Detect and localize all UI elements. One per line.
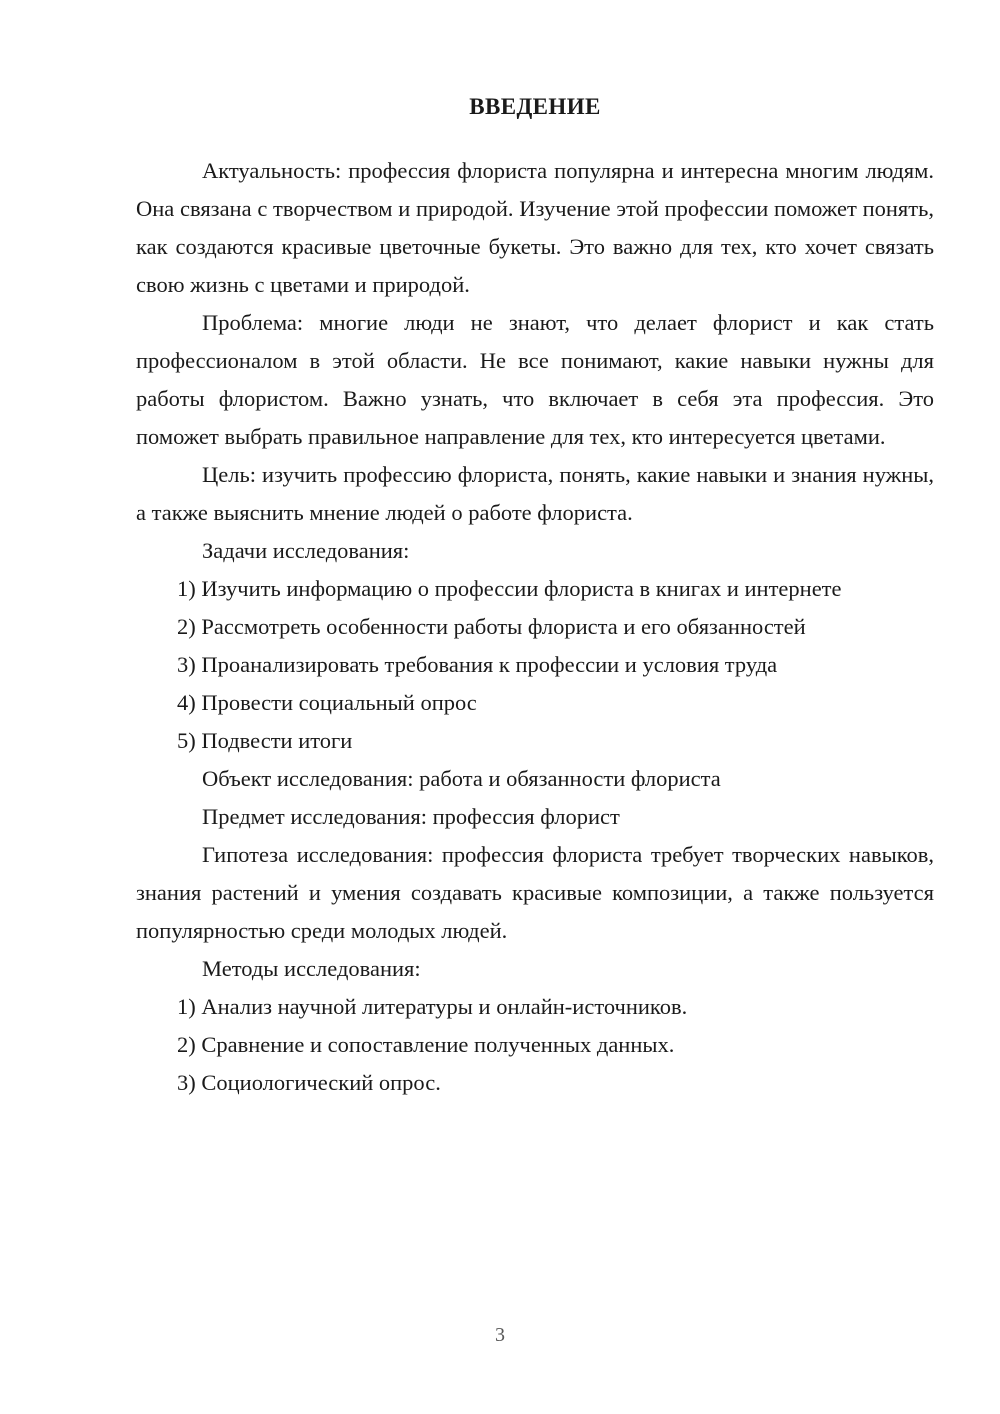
list-item: 1) Изучить информацию о профессии флориста в книгах и интернете <box>177 576 842 601</box>
list-item: 1) Анализ научной литературы и онлайн-источников. <box>177 994 688 1019</box>
list-item: 3) Проанализировать требования к профессии и условия труда <box>177 652 778 677</box>
paragraph-relevance: Актуальность: профессия флориста популярна и интересна многим людям. Она связана с творчеством и природой. Изучение этой профессии поможет понять, как создаются красивые цветочные букеты. Это важно для тех, кто хочет связать свою жизнь с цветами и природой. <box>136 158 934 297</box>
page-title: ВВЕДЕНИЕ <box>469 94 601 119</box>
list-item: 2) Сравнение и сопоставление полученных данных. <box>177 1032 675 1057</box>
paragraph-subject: Предмет исследования: профессия флорист <box>202 804 620 829</box>
paragraph-problem: Проблема: многие люди не знают, что делает флорист и как стать профессионалом в этой области. Не все понимают, какие навыки нужны для работы флористом. Важно узнать, что включает в себя эта профессия. Это поможет выбрать правильное направление для тех, кто интересуется цветами. <box>136 310 934 449</box>
list-item: 2) Рассмотреть особенности работы флориста и его обязанностей <box>177 614 806 639</box>
document-body <box>136 88 934 1102</box>
methods-heading: Методы исследования: <box>202 956 421 981</box>
list-item: 4) Провести социальный опрос <box>177 690 477 715</box>
methods-list <box>136 988 934 1102</box>
paragraph-object: Объект исследования: работа и обязанности флориста <box>202 766 721 791</box>
list-item: 5) Подвести итоги <box>177 728 353 753</box>
page-number: 3 <box>495 1324 505 1346</box>
tasks-list <box>136 570 934 760</box>
paragraph-goal: Цель: изучить профессию флориста, понять, какие навыки и знания нужны, а также выяснить мнение людей о работе флориста. <box>136 462 934 525</box>
tasks-heading: Задачи исследования: <box>202 538 410 563</box>
paragraph-hypothesis: Гипотеза исследования: профессия флориста требует творческих навыков, знания растений и умения создавать красивые композиции, а также пользуется популярностью среди молодых людей. <box>136 842 934 943</box>
list-item: 3) Социологический опрос. <box>177 1070 441 1095</box>
